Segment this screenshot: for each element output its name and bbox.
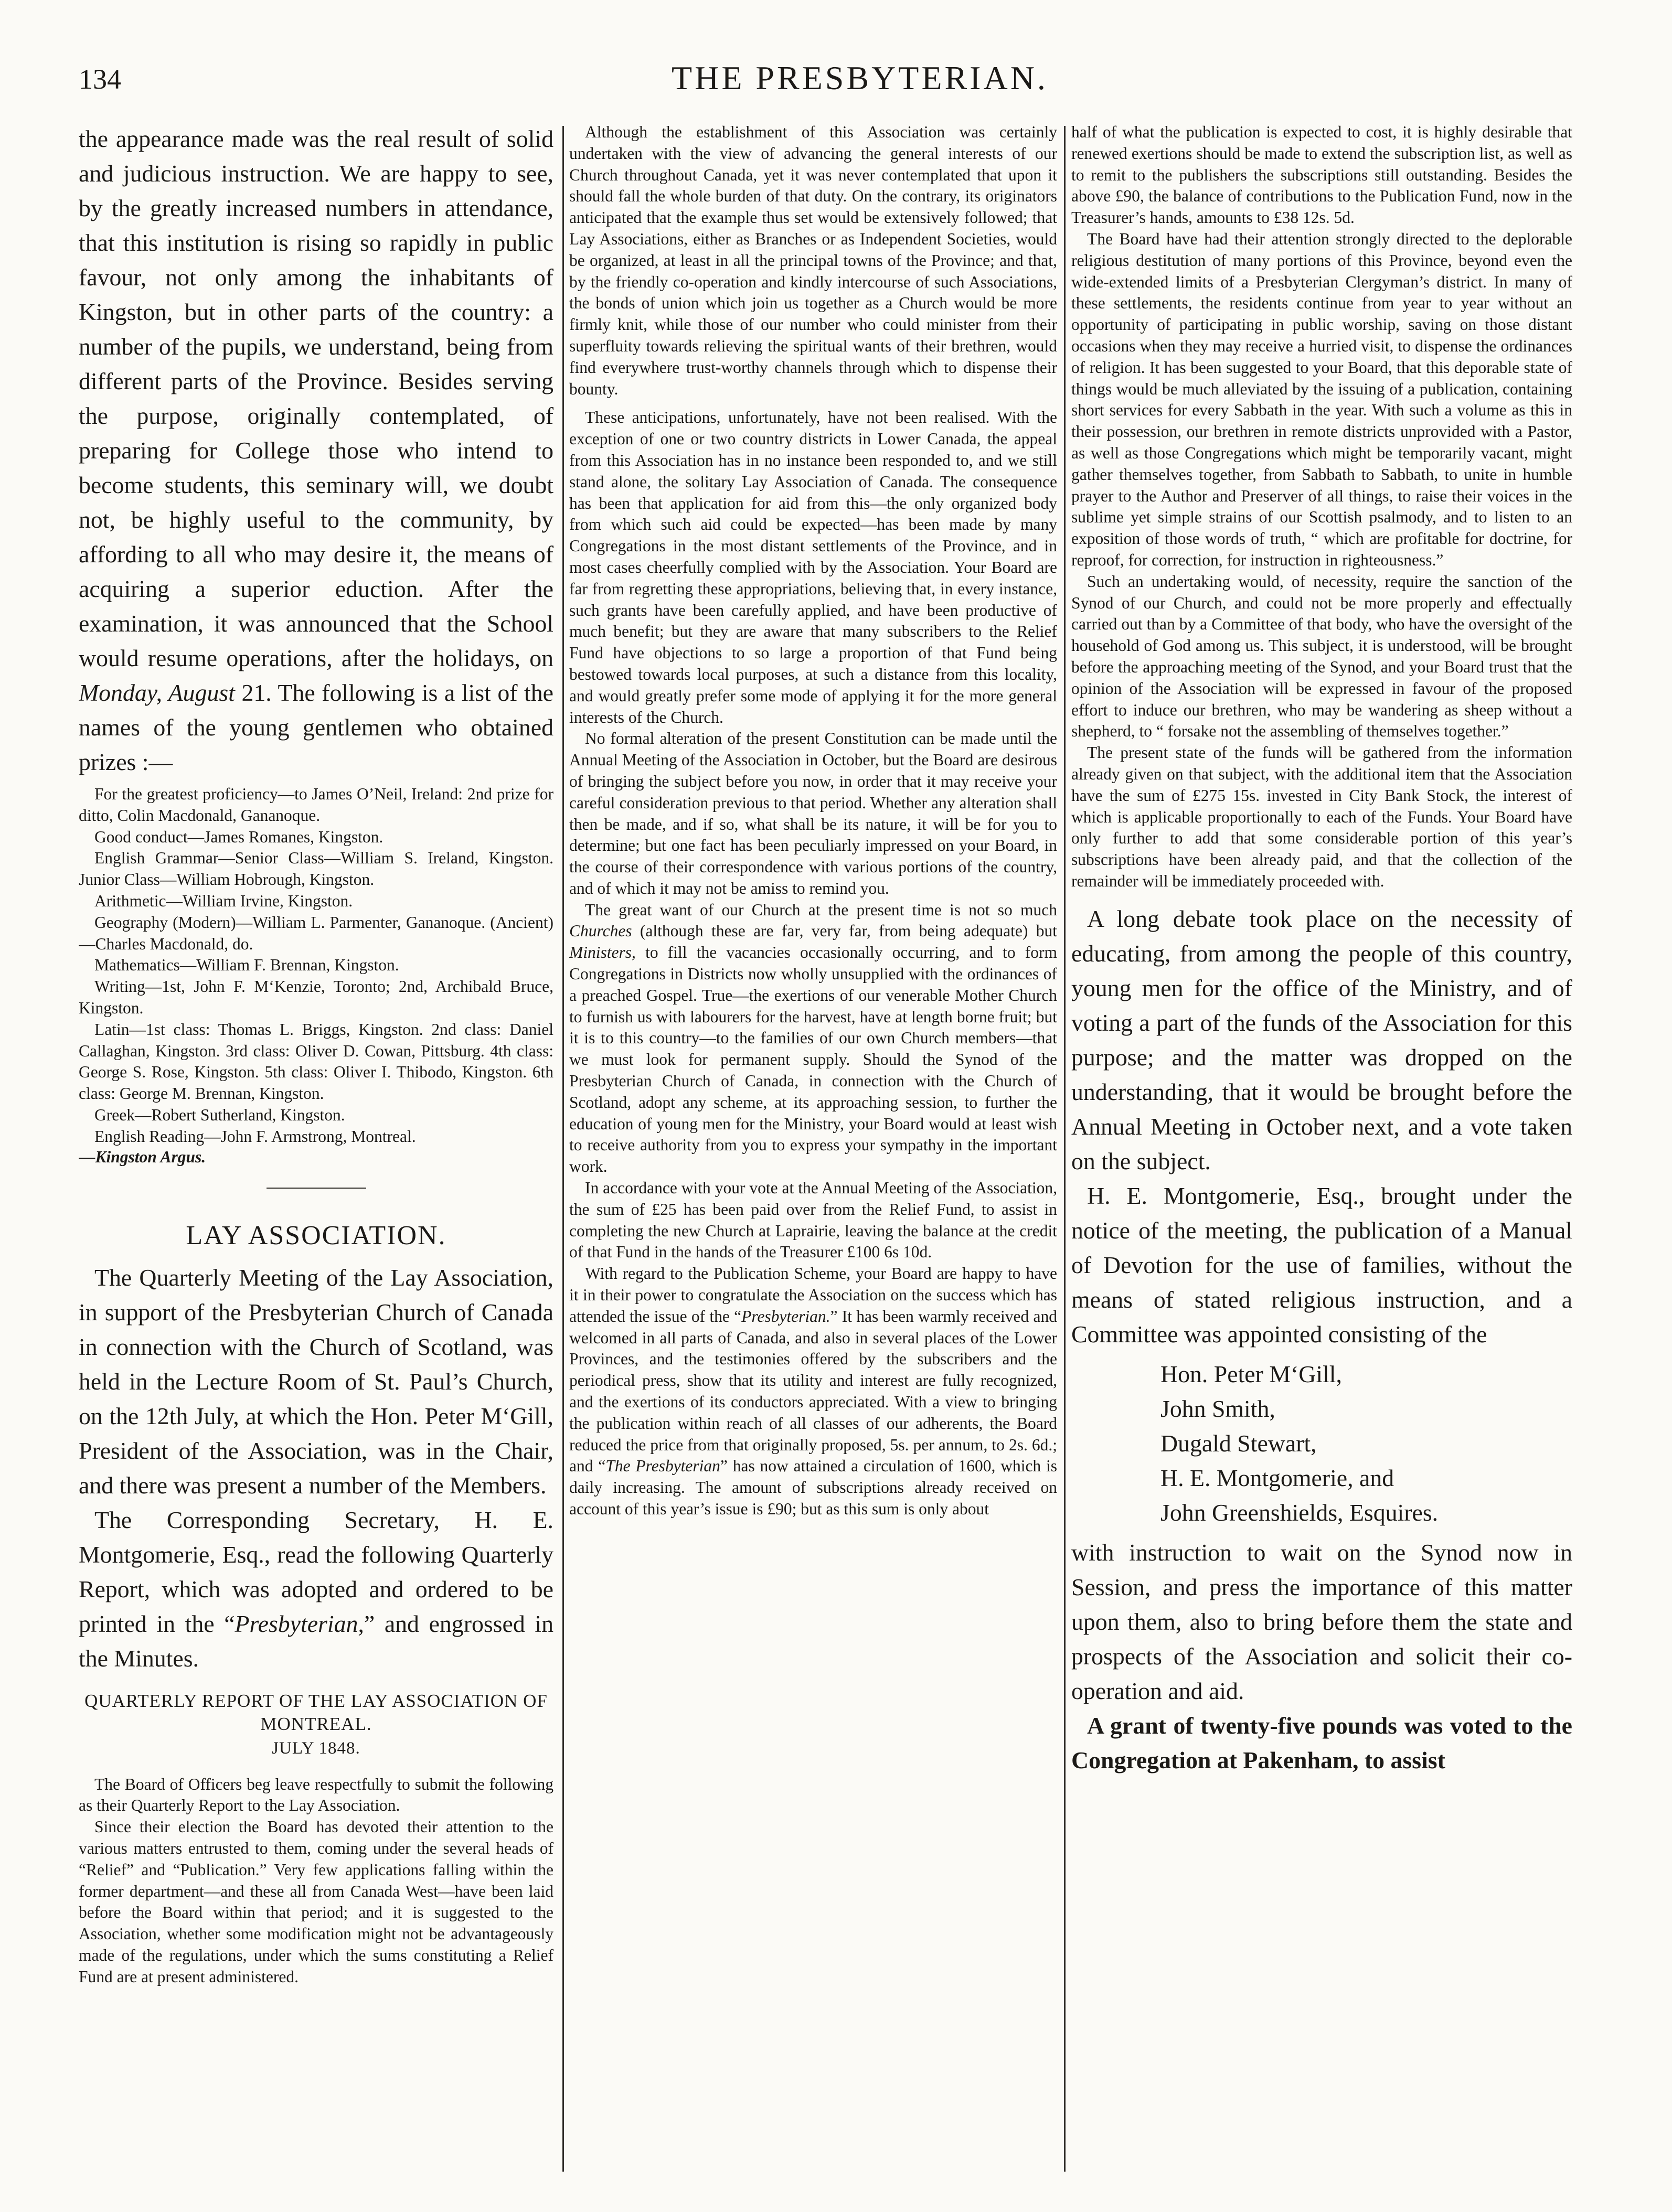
committee-member: John Greenshields, Esquires. bbox=[1160, 1499, 1439, 1526]
column-rule-right bbox=[1064, 126, 1066, 2172]
committee-member: John Smith, bbox=[1160, 1395, 1275, 1422]
section-title: LAY ASSOCIATION. bbox=[186, 1220, 446, 1251]
p6-text-a: With regard to the Publication Scheme, your Board are happy to have it in their power to congratulate the Association on the success which has attended the issue of the “ bbox=[569, 1264, 1057, 1326]
col2-paragraph-3: No formal alteration of the present Constitution can be made until the Annual Meeting of the Association in October, but the Board are desirous of bringing the subject before you now, in order that it may receive your careful consideration previous to that period. Whether any alteration shall then be made, and if so, what shall be its nature, it will be for you to determine; but one fact has been peculiarly impressed on your Board, in the course of their correspondence with various portions of the country, and of which it may not be amiss to remind you. bbox=[569, 729, 1057, 897]
p6-italic-1: Presbyterian. bbox=[741, 1307, 830, 1326]
column-1 bbox=[79, 122, 553, 2199]
section-divider bbox=[267, 1188, 366, 1189]
column-2 bbox=[569, 122, 1057, 2199]
col2-paragraph-4 bbox=[569, 900, 1057, 1178]
prize-entry: For the greatest proficiency—to James O’Neil, Ireland: 2nd prize for ditto, Colin Macdonald, Gananoque. bbox=[79, 785, 553, 825]
prize-entry: Good conduct—James Romanes, Kingston. bbox=[94, 827, 384, 846]
p6-text-c: ” has now attained a circulation of 1600, which is daily increasing. The amount of subscriptions already received on account of this year’s issue is £90; but as this sum is only about bbox=[569, 1457, 1057, 1518]
lay-p2-end: ” and engrossed in the Minutes. bbox=[79, 1610, 553, 1672]
intro-paragraph bbox=[79, 122, 553, 779]
col2-paragraph-6 bbox=[569, 1263, 1057, 1520]
col3-paragraph-2: The Board have had their attention strongly directed to the deplorable religious destitution of many portions of this Province, beyond even the wide-extended limits of a Presbyterian Clergyman’s district. In many of these settlements, the residents continue from year to year without an opportunity of participating in public worship, saving on those distant occasions when they may receive a hurried visit, to dispense the ordinances of religion. It has been suggested to your Board, that this deporable state of things would be much alleviated by the issuing of a publication, containing short services for every Sabbath in the year. With such a volume as this in their possession, our brethren in remote districts unprovided with a Pastor, as well as those Congregations which might be temporarily vacant, might gather themselves together, from Sabbath to Sabbath, to unite in humble prayer to the Author and Preserver of all things, to raise their voices in the sublime yet simple strains of our Scottish psalmody, and to listen to an exposition of those words of truth, “ which are profitable for doctrine, for reproof, for correction, for instruction in righteousness.” bbox=[1071, 229, 1572, 569]
p6-text-b: ” It has been warmly received and welcomed in all parts of Canada, and also in several places of the Lower Provinces, and the testimonies offered by the subscribers and the periodical press, show that its utility and interest are fully recognized, and the exertions of its conductors appreciated. With a view to bringing the publication within reach of all classes of our adherents, the Board reduced the price from that originally proposed, 5s. per annum, to 2s. 6d.; and “ bbox=[569, 1307, 1057, 1476]
col3-paragraph-8: A grant of twenty-five pounds was voted to the Congregation at Pakenham, to assist bbox=[1071, 1712, 1572, 1773]
lay-p2-italic: Presbyterian, bbox=[235, 1610, 364, 1637]
prize-entry: Mathematics—William F. Brennan, Kingston. bbox=[94, 956, 399, 975]
prize-entry: English Reading—John F. Armstrong, Montreal. bbox=[94, 1127, 416, 1146]
p4-text-a: The great want of our Church at the present time is not so much bbox=[585, 900, 1057, 919]
intro-date: Monday, August bbox=[79, 679, 235, 706]
prize-entry: Latin—1st class: Thomas L. Briggs, Kingston. 2nd class: Daniel Callaghan, Kingston. 3rd class: Oliver D. Cowan, Pittsburg. 4th class: George S. Rose, Kingston. 5th class: Oliver I. Thibodo, Kingston. 6th class: George M. Brennan, Kingston. bbox=[79, 1020, 553, 1103]
journal-title: THE PRESBYTERIAN. bbox=[672, 59, 1048, 97]
source-credit: —Kingston Argus. bbox=[79, 1147, 206, 1166]
lay-paragraph-2 bbox=[79, 1503, 553, 1676]
column-3 bbox=[1071, 122, 1572, 2199]
p4-italic-2: Ministers, bbox=[569, 943, 636, 962]
col2-paragraph-2: These anticipations, unfortunately, have not been realised. With the exception of one or two country districts in Lower Canada, the appeal from this Association has in no instance been responded to, and we still stand alone, the solitary Lay Association of Canada. The consequence has been that application for aid from this—the only organized body from which such aid could be expected—has been made by many Congregations in the most distant settlements of the Province, and in most cases cheerfully complied with by the Association. Your Board are far from regretting these appropriations, believing that, in every instance, such grants have been carefully applied, and have been productive of much benefit; but they are aware that many subscribers to the Relief Fund have objections to so large a proportion of that Fund being bestowed towards local purposes, at such a distance from this locality, and would greatly prefer some mode of applying it for the more general interests of the Church. bbox=[569, 408, 1057, 726]
lay-paragraph-1: The Quarterly Meeting of the Lay Association, in support of the Presbyterian Church of Canada in connection with the Church of Scotland, was held in the Lecture Room of St. Paul’s Church, on the 12th July, at which the Hon. Peter M‘Gill, President of the Association, was in the Chair, and there was present a number of the Members. bbox=[79, 1264, 553, 1499]
prize-entry: Greek—Robert Sutherland, Kingston. bbox=[94, 1105, 345, 1124]
p6-italic-2: The Presbyterian bbox=[605, 1457, 720, 1476]
prize-entry: Arithmetic—William Irvine, Kingston. bbox=[94, 891, 353, 910]
col3-paragraph-7: with instruction to wait on the Synod now in Session, and press the importance of this matter upon them, also to bring before them the state and prospects of the Association and solicit their co-operation and aid. bbox=[1071, 1538, 1572, 1704]
committee-names bbox=[1071, 1357, 1572, 1530]
committee-member: Dugald Stewart, bbox=[1160, 1429, 1317, 1457]
report-date: JULY 1848. bbox=[272, 1738, 360, 1758]
prize-list bbox=[79, 784, 553, 1148]
committee-member: Hon. Peter M‘Gill, bbox=[1160, 1360, 1342, 1387]
intro-text: the appearance made was the real result of solid and judicious instruction. We are happy to see, by the greatly increased numbers in attendance, that this institution is rising so rapidly in public favour, not only among the inhabitants of Kingston, but in other parts of the country: a number of the pupils, we understand, being from different parts of the Province. Besides serving the purpose, originally contemplated, of preparing for College those who intend to become students, this seminary will, we doubt not, be highly useful to the community, by affording to all who may desire it, the means of acquiring a superior eduсtion. After the examination, it was announced that the School would resume operations, after the holidays, on bbox=[79, 125, 553, 671]
page-number: 134 bbox=[79, 63, 121, 95]
p4-text-b: (although these are far, very far, from being adequate) but bbox=[632, 922, 1057, 941]
lay-p2-start: The Corresponding Secretary, H. E. Montgomerie, Esq., read the following Quarterly Report, which was adopted and ordered to be printed in the “ bbox=[79, 1506, 553, 1637]
p4-text-c: to fill the vacancies occasionally occurring, and to form Congregations in Districts now wholly unsupplied with the ordinances of a preached Gospel. True—the exertions of our venerable Mother Church to furnish us with labourers for the harvest, have at length borne fruit; but it is to this country—to the families of our own Church members—that we must look for permanent supply. Should the Synod of the Presbyterian Church of Canada, in connection with the Church of Scotland, adopt any scheme, at its approaching session, to further the education of young men for the Ministry, your Board would at least wish to receive authority from you to express your sympathy in the important work. bbox=[569, 943, 1057, 1176]
col3-paragraph-4: The present state of the funds will be gathered from the information already given on that subject, with the additional item that the Association have the sum of £275 15s. invested in City Bank Stock, the interest of which is applicable proportionally to each of the Funds. Your Board have only further to add that some considerable portion of this year’s subscriptions have been already paid, and that the collection of the remainder will be immediately proceeded with. bbox=[1071, 743, 1572, 890]
report-paragraph-2: Since their election the Board has devoted their attention to the various matters entrusted to them, coming under the several heads of “Relief” and “Publication.” Very few applications falling within the former department—and these all from Canada West—have been laid before the Board within that period; and it is suggested to the Association, whether some modification might not be advantageously made of the regulations, under which the sums constituting a Relief Fund are at present administered. bbox=[79, 1818, 553, 1986]
report-title: QUARTERLY REPORT OF THE LAY ASSOCIATION OF MONTREAL. bbox=[84, 1690, 548, 1734]
col3-paragraph-6: H. E. Montgomerie, Esq., brought under the notice of the meeting, the publication of a Manual of Devotion for the use of families, without the means of stated religious instruction, and a Committee was appointed consisting of the bbox=[1071, 1182, 1572, 1348]
col3-paragraph-1: half of what the publication is expected to cost, it is highly desirable that renewed exertions should be made to extend the subscription list, as well as to remit to the publishers the subscriptions still outstanding. Besides the above £90, the balance of contributions to the Publication Fund, now in the Treasurer’s hands, amounts to £38 12s. 5d. bbox=[1071, 123, 1572, 227]
prize-entry: English Grammar—Senior Class—William S. Ireland, Kingston. Junior Class—William Hobrough, Kingston. bbox=[79, 849, 553, 889]
prize-entry: Geography (Modern)—William L. Parmenter, Gananoque. (Ancient)—Charles Macdonald, do. bbox=[79, 913, 553, 953]
prize-entry: Writing—1st, John F. M‘Kenzie, Toronto; 2nd, Archibald Bruce, Kingston. bbox=[79, 977, 553, 1017]
p4-italic-1: Churches bbox=[569, 922, 632, 941]
column-rule-left bbox=[562, 126, 564, 2172]
col2-paragraph-1: Although the establishment of this Association was certainly undertaken with the view of advancing the general interests of our Church throughout Canada, yet it was never contemplated that upon it should fall the whole burden of that duty. On the contrary, its originators anticipated that the example thus set would be extensively followed; that Lay Associations, either as Branches or as Independent Societies, would be organized, at least in all the principal towns of the Province; and that, by the friendly co-operation and kindly intercourse of such Associations, the bonds of union which join us together as a Church would be more firmly knit, while those of our number who could minister from their superfluity towards relieving the spiritual wants of their brethren, would find everywhere trust-worthy channels through which to dispense their bounty. bbox=[569, 123, 1057, 398]
report-paragraph-1: The Board of Officers beg leave respectfully to submit the following as their Quarterly Report to the Lay Association. bbox=[79, 1775, 553, 1815]
col2-paragraph-5: In accordance with your vote at the Annual Meeting of the Association, the sum of £25 has been paid over from the Relief Fund, to assist in completing the new Church at Laprairie, leaving the balance at the credit of that Fund in the hands of the Treasurer £100 6s 10d. bbox=[569, 1179, 1057, 1262]
committee-member: H. E. Montgomerie, and bbox=[1160, 1464, 1394, 1491]
col3-paragraph-5: A long debate took place on the necessity of educating, from among the people of this country, young men for the office of the Ministry, and of voting a part of the funds of the Association for this purpose; and the matter was dropped on the understanding, that it would be brought before the Annual Meeting in October next, and a vote taken on the subject. bbox=[1071, 905, 1572, 1174]
intro-end: 21. The following is a list of the names of the young gentlemen who obtained prizes :— bbox=[79, 679, 553, 775]
col3-paragraph-3: Such an undertaking would, of necessity, require the sanction of the Synod of our Church, and could not be more properly and effectually carried out than by a Committee of that body, who have the oversight of the household of God among us. This subject, it is understood, will be brought before the approaching meeting of the Synod, and your Board trust that the opinion of the Association will be expressed in favour of the proposed effort to induce our brethren, who may be wandering as sheep without a shepherd, to “ forsake not the assembling of themselves together.” bbox=[1071, 572, 1572, 741]
